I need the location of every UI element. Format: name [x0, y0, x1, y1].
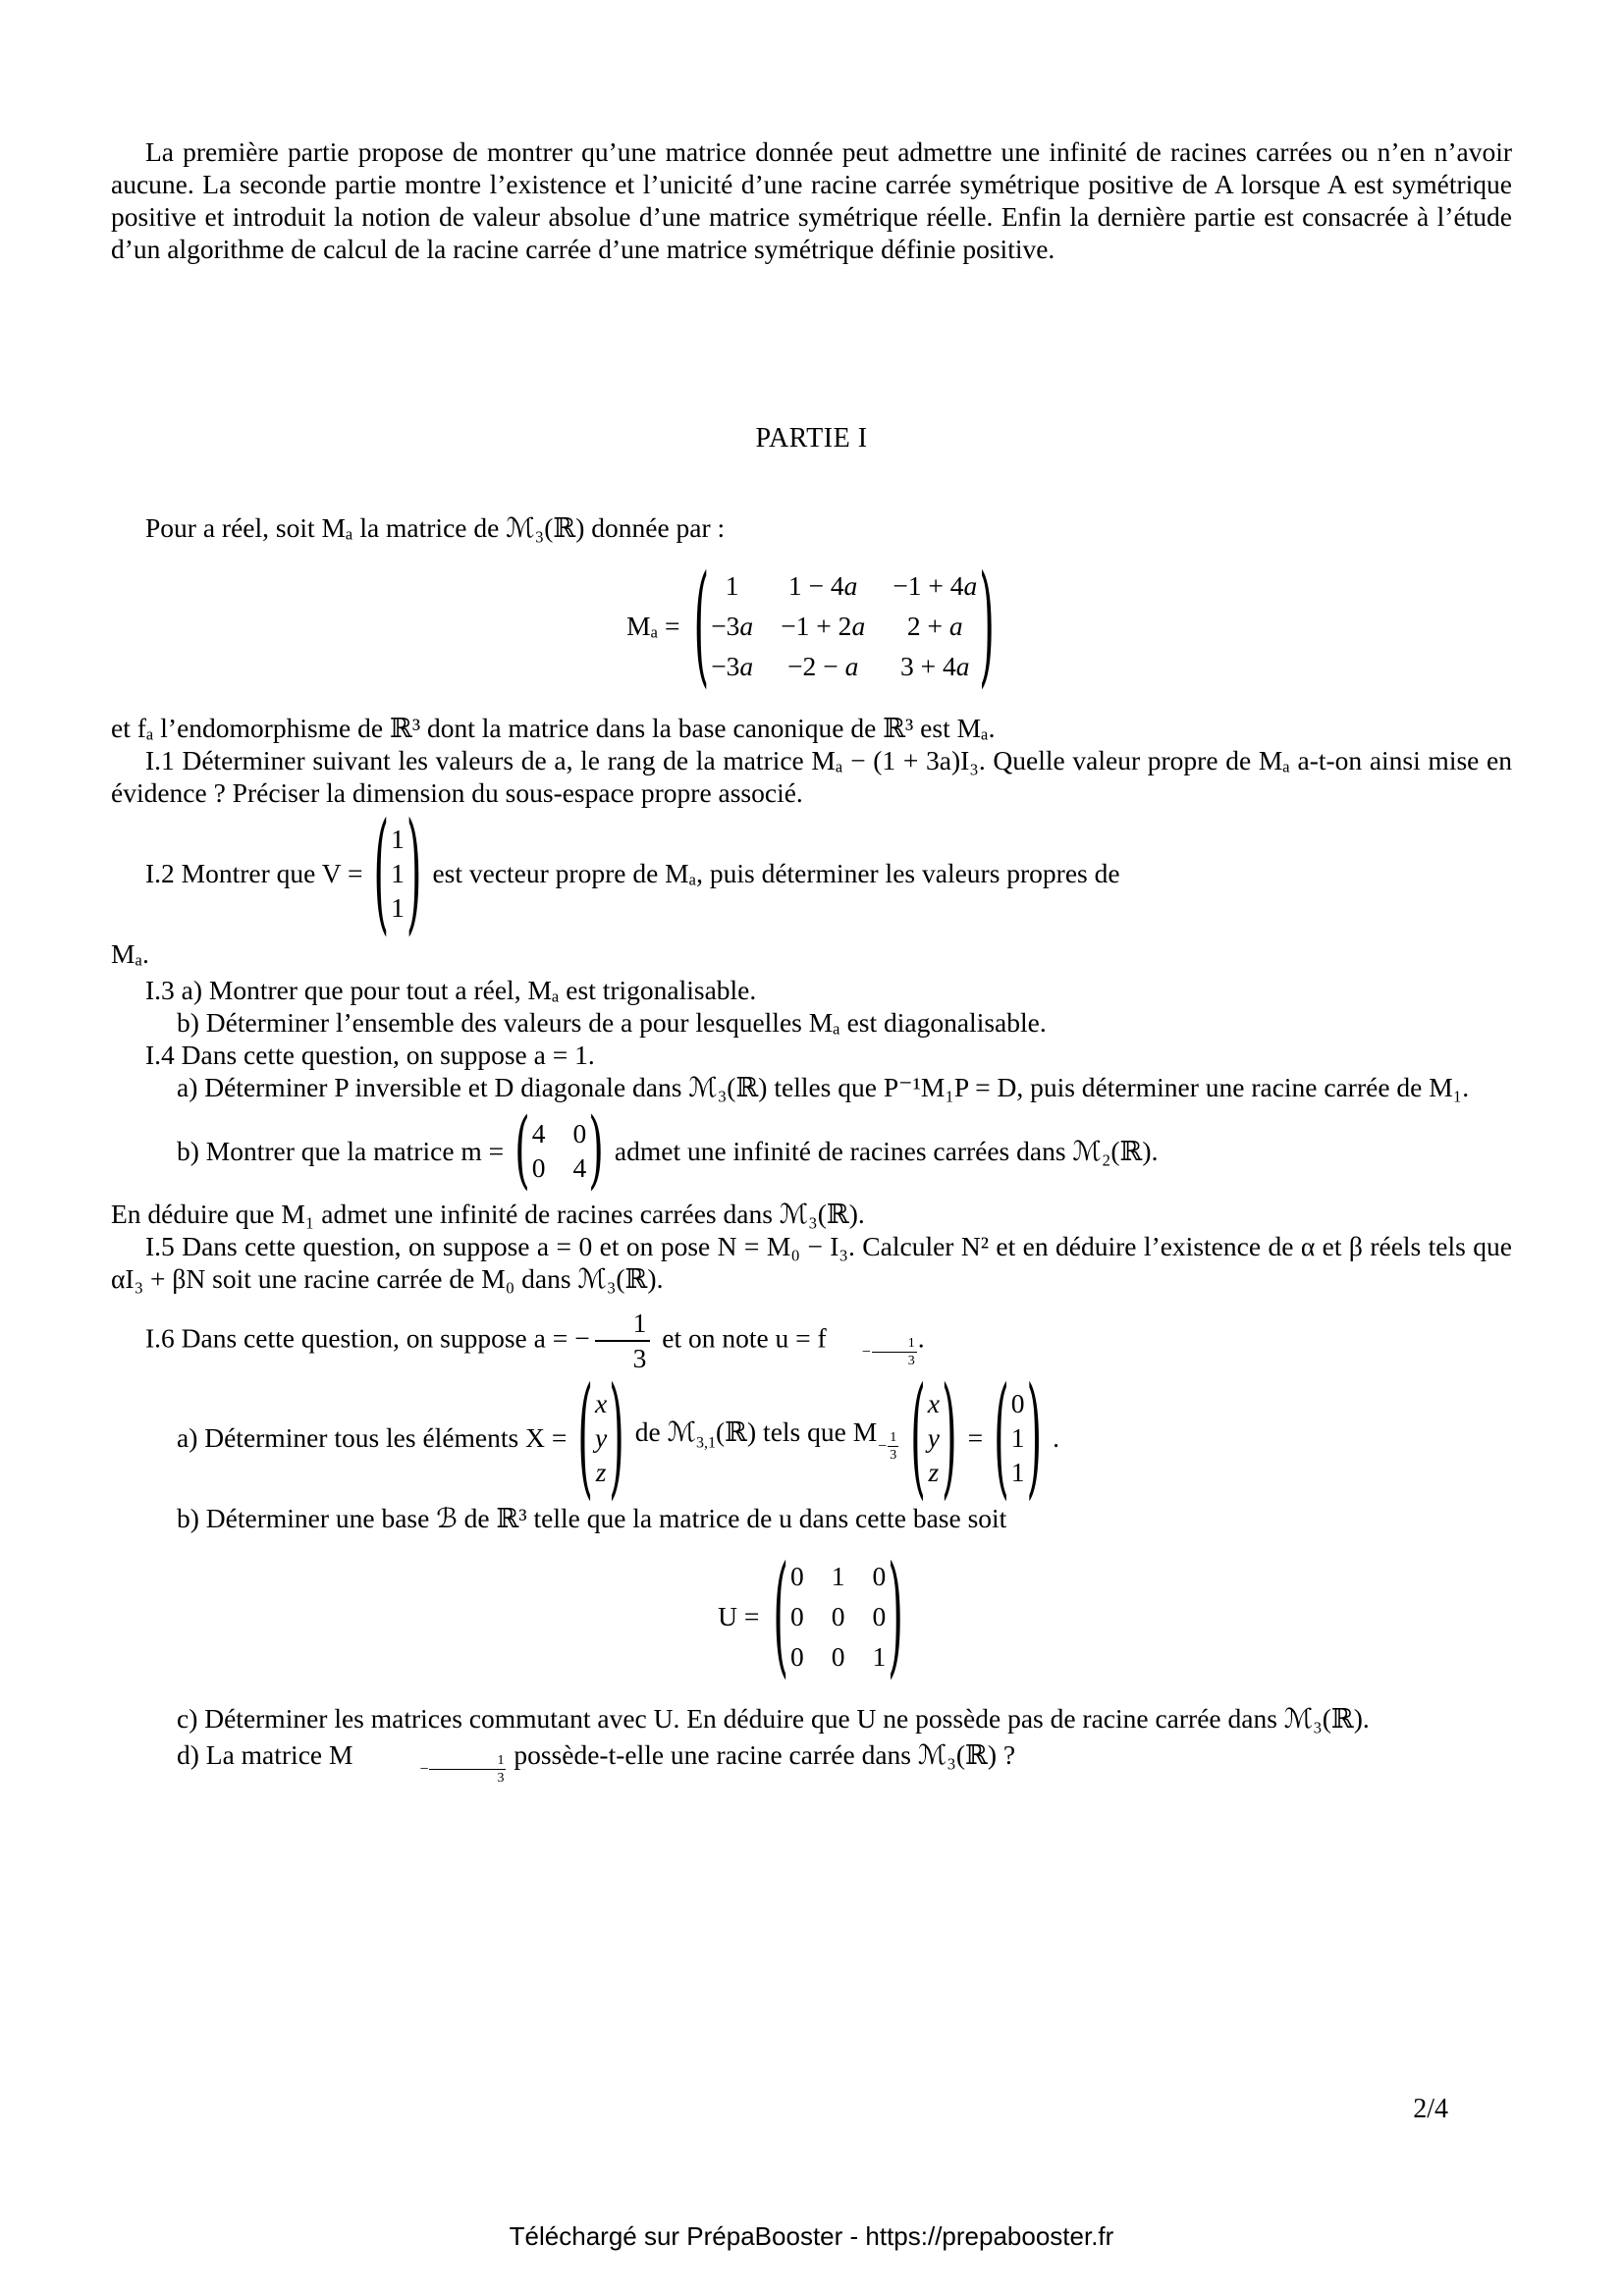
- question-I6a-mid: [634, 1415, 899, 1464]
- question-I6d-after: possède-t-elle une racine carrée dans ℳ₃(ℝ) ?: [507, 1739, 1016, 1770]
- endomorphism-line: et fₐ l’endomorphisme de ℝ³ dont la matrice dans la base canonique de ℝ³ est Mₐ.: [111, 713, 996, 743]
- question-I6: [111, 1308, 1512, 1373]
- question-I6a-mid2: (ℝ) tels que M: [716, 1416, 878, 1448]
- left-paren-icon: (: [514, 1101, 530, 1200]
- vector-V-cells: 1 1 1: [391, 824, 405, 923]
- question-I4b: [111, 1101, 1512, 1200]
- part1-heading: PARTIE I: [755, 423, 868, 454]
- subscript-fraction-numerator: 1: [890, 1430, 897, 1446]
- question-I4b-after: admet une infinité de racines carrées dans ℳ₂(ℝ).: [614, 1135, 1159, 1166]
- question-I4b-before: b) Montrer que la matrice m =: [177, 1135, 505, 1166]
- question-I2-before: I.2 Montrer que V =: [145, 858, 363, 888]
- right-paren-icon: ): [588, 1101, 604, 1200]
- right-paren-icon: ): [979, 550, 995, 702]
- right-paren-icon: ): [609, 1362, 624, 1514]
- subscript-minus-one-third: [828, 1336, 918, 1368]
- matrix-m-cells: 4 0 0 4: [531, 1118, 587, 1183]
- left-paren-icon: (: [373, 797, 390, 949]
- right-paren-icon: ): [942, 1362, 957, 1514]
- question-I6c: c) Déterminer les matrices commutant avec U. En déduire que U ne possède pas de racine carrée dans ℳ₃(ℝ).: [177, 1703, 1370, 1734]
- vector-X-cells: x y z: [594, 1388, 608, 1487]
- matrix-Ma-display: [111, 550, 1512, 702]
- matrix-Ma: [692, 550, 997, 702]
- vector-xyz-cells: x y z: [927, 1388, 941, 1487]
- matrix-Ma-lhs: Mₐ =: [626, 611, 680, 641]
- vector-V: [371, 797, 423, 949]
- right-paren-icon: ): [888, 1540, 903, 1692]
- question-I4a: a) Déterminer P inversible et D diagonale dans ℳ₃(ℝ) telles que P⁻¹M₁P = D, puis déterminer une racine carrée de M₁.: [177, 1072, 1470, 1102]
- question-I6-mid: et on note u = f: [662, 1322, 827, 1354]
- question-I3a: I.3 a) Montrer que pour tout a réel, Mₐ est trigonalisable.: [145, 975, 757, 1005]
- matrix-m: [513, 1101, 606, 1200]
- subscript-minus-sign: −: [419, 1761, 429, 1778]
- question-I2: [111, 797, 1512, 949]
- fraction-denominator: 3: [632, 1343, 647, 1373]
- question-I6a: [111, 1362, 1512, 1514]
- matrix-space-subscript: 3,1: [696, 1434, 717, 1452]
- left-paren-icon: (: [773, 1540, 788, 1692]
- left-paren-icon: (: [910, 1362, 926, 1514]
- question-I6a-before: a) Déterminer tous les éléments X =: [177, 1422, 568, 1453]
- question-I6d-before: d) La matrice M: [177, 1739, 353, 1770]
- subscript-fraction-denominator: 3: [907, 1354, 915, 1369]
- equals-sign: =: [967, 1422, 984, 1453]
- subscript-minus-one-third: [353, 1753, 507, 1786]
- left-paren-icon: (: [693, 550, 710, 702]
- question-I4: I.4 Dans cette question, on suppose a = 1.: [145, 1040, 595, 1070]
- question-I1: I.1 Déterminer suivant les valeurs de a, le rang de la matrice Mₐ − (1 + 3a)I₃. Quelle valeur propre de Mₐ a-t-on ainsi mise en évidence ? Préciser la dimension du sous-espace propre associé.: [111, 745, 1512, 808]
- subscript-minus-sign: −: [878, 1438, 888, 1456]
- question-I6-before: I.6 Dans cette question, on suppose a = −: [145, 1322, 590, 1354]
- question-I6-end: .: [917, 1322, 925, 1354]
- subscript-fraction-denominator: 3: [497, 1771, 505, 1786]
- matrix-U-cells: 0 1 0 0 0 0 0 0 1: [790, 1561, 887, 1672]
- subscript-fraction-numerator: 1: [429, 1753, 506, 1770]
- question-I3b: b) Déterminer l’ensemble des valeurs de a pour lesquelles Mₐ est diagonalisable.: [177, 1007, 1047, 1038]
- footer-text: Téléchargé sur PrépaBooster - https://prepabooster.fr: [509, 2221, 1114, 2251]
- matrix-U-display: [111, 1540, 1512, 1692]
- left-paren-icon: (: [994, 1362, 1009, 1514]
- question-I5: I.5 Dans cette question, on suppose a = 0 et on pose N = M₀ − I₃. Calculer N² et en déduire l’existence de α et β réels tels que αI₃ + βN soit une racine carrée de M₀ dans ℳ₃(ℝ).: [111, 1231, 1512, 1294]
- matrix-Ma-cells: 1 1 − 4a −1 + 4a −3a −1 + 2a 2 + a −3a −2 − a 3 + 4a: [711, 570, 978, 681]
- right-paren-icon: ): [1026, 1362, 1043, 1514]
- subscript-minus-one-third: [878, 1430, 899, 1463]
- vector-rhs-cells: 0 1 1: [1010, 1388, 1025, 1487]
- part1-intro-line: Pour a réel, soit Mₐ la matrice de ℳ₃(ℝ) donnée par :: [145, 512, 726, 543]
- question-I4b-tail: En déduire que M₁ admet une infinité de racines carrées dans ℳ₃(ℝ).: [111, 1199, 865, 1229]
- subscript-fraction-denominator: 3: [890, 1448, 897, 1464]
- subscript-fraction: [429, 1753, 506, 1786]
- subscript-fraction-numerator: 1: [872, 1336, 917, 1353]
- matrix-U: [771, 1540, 904, 1692]
- fraction-numerator: 1: [595, 1308, 651, 1342]
- question-I6a-end: .: [1053, 1422, 1059, 1453]
- page-number: 2/4: [1413, 2094, 1448, 2124]
- subscript-minus-sign: −: [861, 1344, 871, 1362]
- question-I2-after: est vecteur propre de Mₐ, puis déterminer les valeurs propres de: [432, 858, 1120, 888]
- vector-X: [575, 1362, 625, 1514]
- right-paren-icon: ): [406, 797, 422, 949]
- vector-xyz: [908, 1362, 958, 1514]
- question-I6a-mid1: de ℳ: [634, 1416, 697, 1448]
- vector-rhs: [992, 1362, 1044, 1514]
- subscript-fraction: [888, 1430, 898, 1463]
- left-paren-icon: (: [577, 1362, 593, 1514]
- matrix-U-lhs: U =: [718, 1601, 760, 1631]
- question-I2-tail: Mₐ.: [111, 938, 149, 969]
- question-I6b: b) Déterminer une base ℬ de ℝ³ telle que la matrice de u dans cette base soit: [177, 1503, 1007, 1533]
- question-I6d: [111, 1738, 1512, 1786]
- intro-paragraph: La première partie propose de montrer qu’une matrice donnée peut admettre une infinité de racines carrées ou n’en n’avoir aucune. La seconde partie montre l’existence et l’unicité d’une racine carrée symétrique positive de A lorsque A est symétrique positive et introduit la notion de valeur absolue d’une matrice symétrique réelle. Enfin la dernière partie est consacrée à l’étude d’un algorithme de calcul de la racine carrée d’une matrice symétrique définie positive.: [111, 136, 1512, 264]
